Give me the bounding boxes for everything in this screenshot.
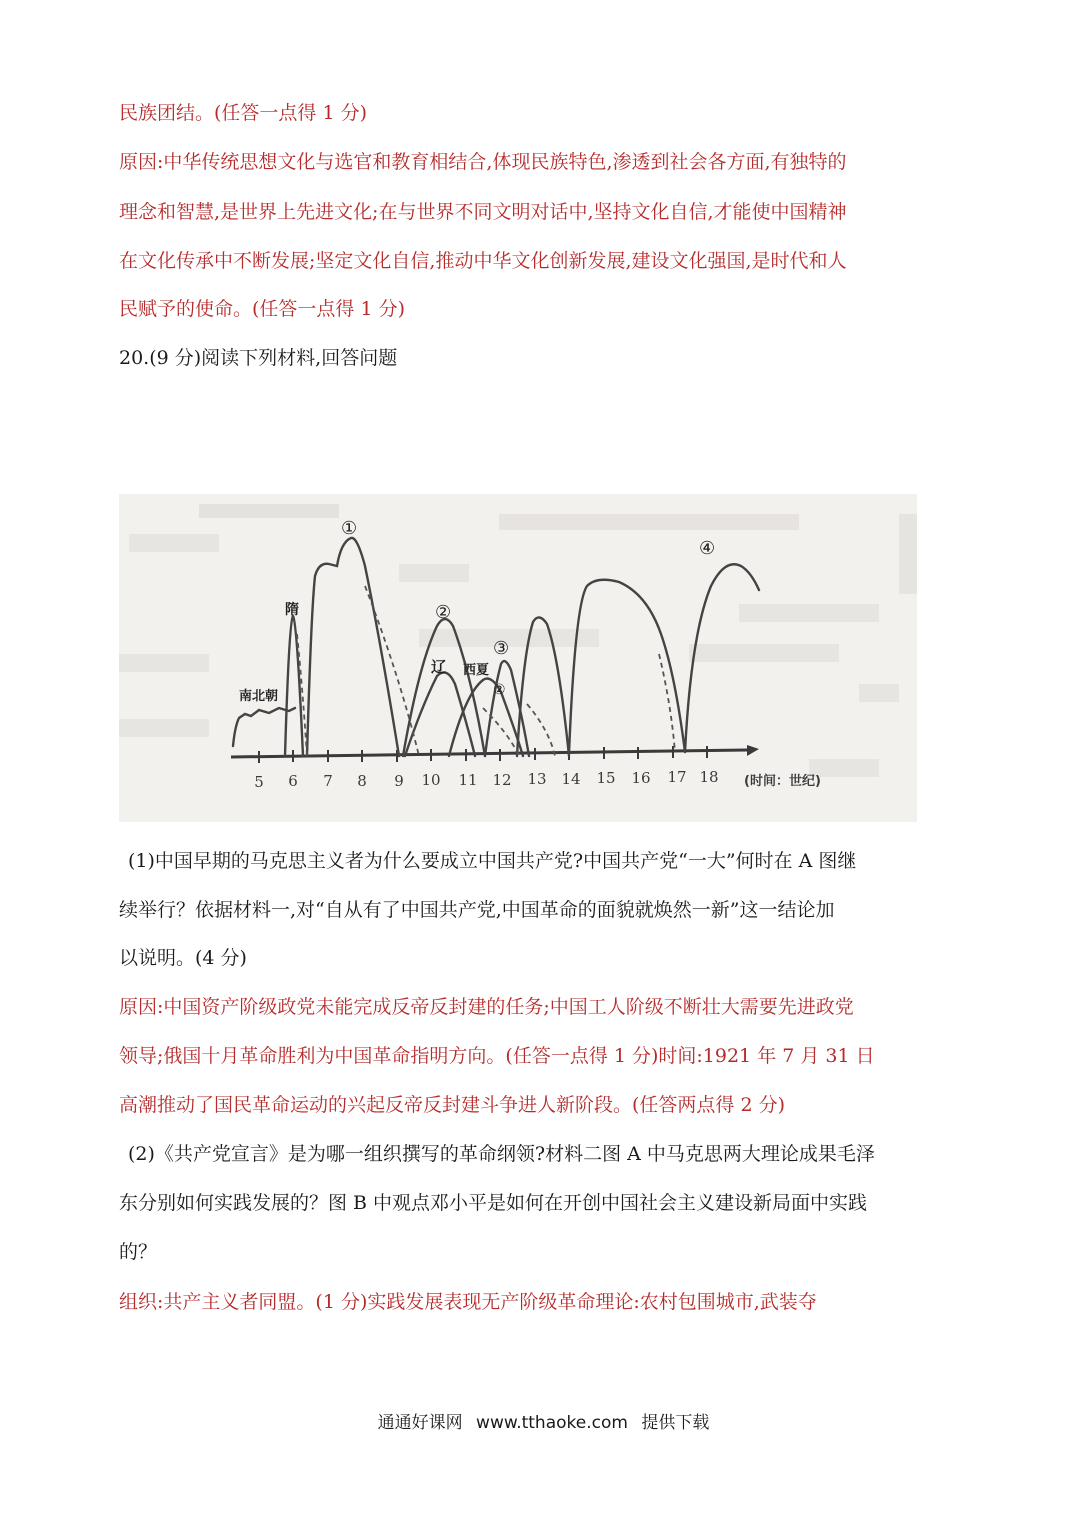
tick-label: 13 <box>527 770 547 788</box>
label-liao: 辽 <box>431 658 447 676</box>
tick-label: 17 <box>667 768 687 786</box>
answer-2-line: 组织:共产主义者同盟。(1 分)实践发展表现无产阶级革命理论:农村包围城市,武装夺 <box>119 1291 817 1313</box>
label-xixia: 西夏 <box>463 663 490 678</box>
answer-1-line: 高潮推动了国民革命运动的兴起反帝反封建斗争进人新阶段。(任答两点得 2 分) <box>119 1094 785 1116</box>
question-2-line: 东分别如何实践发展的？图 B 中观点邓小平是如何在开创中国社会主义建设新局面中实践 <box>119 1192 868 1214</box>
question-1-line: (1)中国早期的马克思主义者为什么要成立中国共产党?中国共产党“一大”何时在 A 图继 <box>128 850 857 872</box>
tick-label: 5 <box>254 773 264 791</box>
answer-text-line: 民族团结。(任答一点得 1 分) <box>119 102 367 124</box>
tick-label: 8 <box>357 772 367 790</box>
footer-action-text: 提供下载 <box>641 1413 710 1433</box>
history-curve-svg <box>119 494 917 822</box>
tick-label: 9 <box>394 772 404 790</box>
footer-site-name: 通通好课网 <box>377 1413 463 1433</box>
footer-url-link[interactable]: www.tthaoke.com <box>476 1413 628 1433</box>
question-20-heading: 20.(9 分)阅读下列材料,回答问题 <box>119 347 398 369</box>
history-curve-figure <box>119 494 917 822</box>
label-nanbeichao: 南北朝 <box>239 689 279 704</box>
answer-1-line: 领导;俄国十月革命胜利为中国革命指明方向。(任答一点得 1 分)时间:1921 年 7 月 31 日 <box>119 1045 875 1067</box>
page-footer <box>0 1408 1087 1433</box>
answer-text-line: 理念和智慧,是世界上先进文化;在与世界不同文明对话中,坚持文化自信,才能使中国精神 <box>119 201 847 223</box>
tick-label: 12 <box>492 771 512 789</box>
label-sui: 隋 <box>285 602 299 618</box>
tick-label: 14 <box>561 770 581 788</box>
axis-arrow-icon <box>747 745 759 756</box>
tick-label: 6 <box>288 772 298 790</box>
tick-label: 15 <box>596 769 616 787</box>
tick-label: 10 <box>421 771 441 789</box>
tick-label: 7 <box>323 772 333 790</box>
axis-unit-label: (时间：世纪) <box>744 774 821 789</box>
label-circle-1: ① <box>341 518 358 539</box>
answer-text-line: 原因:中华传统思想文化与选官和教育相结合,体现民族特色,渗透到社会各方面,有独特的 <box>119 151 847 173</box>
label-circle-4: ④ <box>699 538 716 559</box>
question-2-line: (2)《共产党宣言》是为哪一组织撰写的革命纲领?材料二图 A 中马克思两大理论成果毛泽 <box>128 1143 875 1165</box>
question-2-line: 的？ <box>119 1241 158 1263</box>
time-axis <box>231 750 747 757</box>
answer-text-line: 民赋予的使命。(任答一点得 1 分) <box>119 298 405 320</box>
label-circle-3: ③ <box>493 638 510 659</box>
question-1-line: 续举行？依据材料一,对“自从有了中国共产党,中国革命的面貌就焕然一新”这一结论加 <box>119 899 835 921</box>
tick-label: 18 <box>699 768 719 786</box>
label-circle-2: ② <box>435 602 452 623</box>
tick-label: 11 <box>458 771 478 789</box>
question-1-line: 以说明。(4 分) <box>119 947 247 969</box>
answer-1-line: 原因:中国资产阶级政党未能完成反帝反封建的任务;中国工人阶级不断壮大需要先进政党 <box>119 996 854 1018</box>
tick-label: 16 <box>631 769 651 787</box>
label-small-circle: ② <box>493 682 506 698</box>
answer-text-line: 在文化传承中不断发展;坚定文化自信,推动中华文化创新发展,建设文化强国,是时代和人 <box>119 250 847 272</box>
